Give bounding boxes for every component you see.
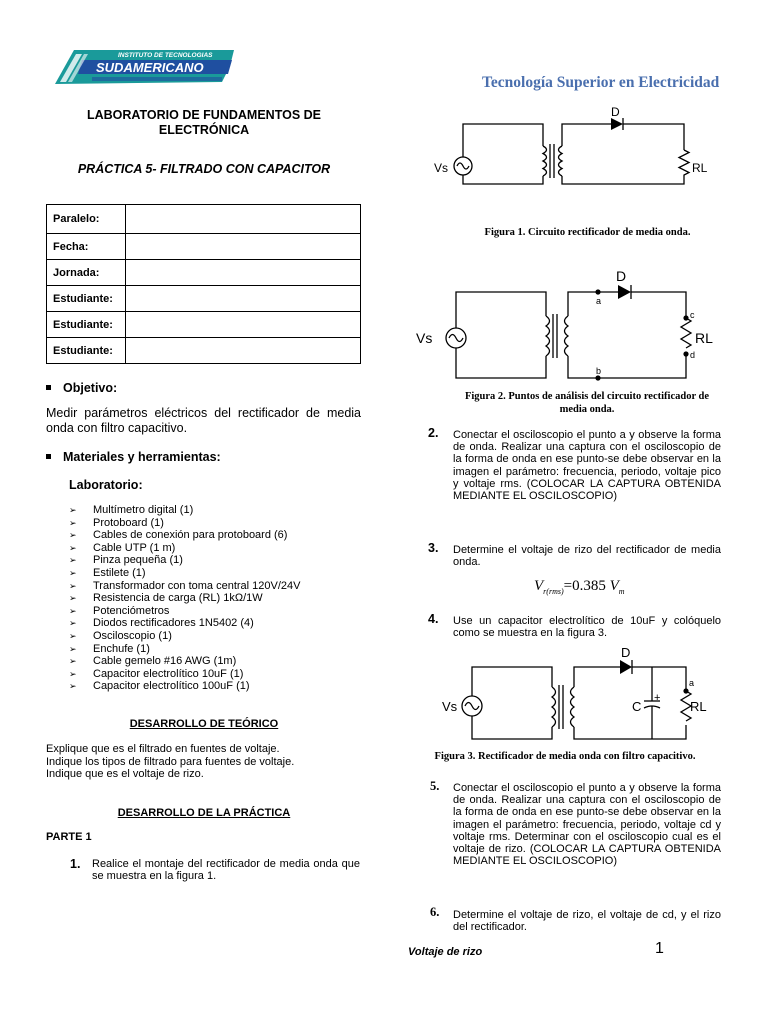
- page-number: 1: [655, 940, 664, 957]
- practice-heading: DESARROLLO DE LA PRÁCTICA: [117, 807, 291, 819]
- figure-3-circuit: [424, 645, 724, 745]
- theory-heading: DESARROLLO DE TEÓRICO: [129, 718, 279, 730]
- list-item: ➢ Cables de conexión para protoboard (6): [69, 529, 359, 542]
- table-row: [47, 312, 361, 338]
- list-item: ➢ Capacitor electrolítico 100uF (1): [69, 680, 359, 693]
- part-heading: PARTE 1: [46, 831, 92, 843]
- step-number: 6.: [430, 905, 440, 919]
- row-value[interactable]: [126, 286, 361, 312]
- list-item: ➢ Osciloscopio (1): [69, 630, 359, 643]
- figure-2-circuit: [414, 266, 714, 384]
- step-text: Conectar el osciloscopio el punto a y observe la forma de onda. Realizar una captura con el osciloscopio de la forma de onda en ese punto-se debe observar en la imagen el parámetro: frecuencia, periodo, voltaje pico y voltaje rms. (COLOCAR LA CAPTURA OBTENIDA MEDIANTE EL OSCILOSCOPIO): [453, 429, 721, 503]
- list-item: ➢ Cable gemelo #16 AWG (1m): [69, 655, 359, 668]
- point-a-label: a: [596, 296, 602, 306]
- list-item: ➢ Estilete (1): [69, 567, 359, 580]
- diode-label: D: [616, 268, 627, 284]
- vs-label: Vs: [416, 330, 433, 346]
- row-label: Paralelo:: [47, 205, 126, 234]
- table-row: [47, 234, 361, 260]
- step-text: Determine el voltaje de rizo, el voltaje de cd, y el rizo del rectificador.: [453, 909, 721, 934]
- row-label: Estudiante:: [47, 286, 126, 312]
- formula-rhs-var: V: [609, 578, 619, 594]
- capacitor-polarity-label: +: [654, 692, 661, 704]
- diode-label: D: [611, 105, 620, 119]
- list-item: ➢ Enchufe (1): [69, 643, 359, 656]
- step-text: Conectar el osciloscopio el punto a y observe la forma de onda. Realizar una captura con el osciloscopio de la forma de onda en ese punto-se debe observar en la imagen el parámetro: frecuencia, periodo, voltaje cd y voltaje rms. Determinar con el osciloscopio cual es el voltaje de rizo. (COLOCAR LA CAPTURA OBTENIDA MEDIANTE EL OSCILOSCOPIO): [453, 782, 721, 868]
- vs-label: Vs: [442, 699, 458, 714]
- step-number: 5.: [430, 779, 440, 793]
- student-info-table: [46, 204, 361, 364]
- list-item: Indique los tipos de filtrado para fuentes de voltaje.: [46, 755, 295, 768]
- list-item: ➢ Resistencia de carga (RL) 1kΩ/1W: [69, 592, 359, 605]
- figure-1-circuit: [428, 104, 718, 194]
- step-text: Realice el montaje del rectificador de media onda que se muestra en la figura 1.: [92, 858, 360, 883]
- institute-logo: [52, 44, 237, 86]
- figure-2-caption: Figura 2. Puntos de análisis del circuito rectificador de media onda.: [464, 391, 710, 415]
- materials-subheading: Laboratorio:: [69, 478, 143, 492]
- list-item: Indique que es el voltaje de rizo.: [46, 768, 204, 781]
- list-item: ➢ Cable UTP (1 m): [69, 542, 359, 555]
- objective-text: Medir parámetros eléctricos del rectificador de media onda con filtro capacitivo.: [46, 406, 361, 435]
- row-label: Estudiante:: [47, 312, 126, 338]
- row-value[interactable]: [126, 234, 361, 260]
- ripple-voltage-label: Voltaje de rizo: [408, 946, 483, 958]
- step-number: 3.: [428, 541, 439, 555]
- row-label: Estudiante:: [47, 338, 126, 364]
- step-number: 1.: [70, 857, 81, 871]
- rl-label: RL: [692, 161, 708, 175]
- figure-1-caption: Figura 1. Circuito rectificador de media onda.: [484, 227, 691, 238]
- table-row: [47, 286, 361, 312]
- point-c-label: c: [690, 310, 695, 320]
- theory-questions: [46, 743, 362, 781]
- row-value[interactable]: [126, 312, 361, 338]
- formula-lhs-sub: r(rms): [543, 587, 564, 596]
- list-item: ➢ Multímetro digital (1): [69, 504, 359, 517]
- logo-line2: SUDAMERICANO: [96, 60, 204, 75]
- table-row: [47, 338, 361, 364]
- formula-rhs-sub: m: [618, 587, 625, 596]
- table-row: [47, 205, 361, 234]
- capacitor-label: C: [632, 699, 642, 714]
- practice-title: PRÁCTICA 5- FILTRADO CON CAPACITOR: [77, 162, 331, 176]
- lab-title: LABORATORIO DE FUNDAMENTOS DE ELECTRÓNICA: [86, 108, 322, 137]
- materials-list: [69, 504, 359, 693]
- diode-label: D: [621, 645, 631, 660]
- objective-heading: Objetivo:: [46, 381, 117, 395]
- row-value[interactable]: [126, 205, 361, 234]
- point-b-label: b: [596, 366, 602, 376]
- step-number: 2.: [428, 426, 439, 440]
- list-item: ➢ Capacitor electrolítico 10uF (1): [69, 668, 359, 681]
- list-item: Explique que es el filtrado en fuentes de voltaje.: [46, 743, 280, 755]
- vs-label: Vs: [434, 161, 449, 175]
- materials-heading: Materiales y herramientas:: [46, 450, 221, 464]
- point-d-label: d: [690, 350, 696, 360]
- list-item: ➢ Potenciómetros: [69, 605, 359, 618]
- formula-rhs: =0.385: [563, 578, 606, 594]
- point-a-label: a: [689, 678, 695, 688]
- row-value[interactable]: [126, 260, 361, 286]
- list-item: ➢ Protoboard (1): [69, 517, 359, 530]
- list-item: ➢ Diodos rectificadores 1N5402 (4): [69, 617, 359, 630]
- list-item: ➢ Pinza pequeña (1): [69, 554, 359, 567]
- row-value[interactable]: [126, 338, 361, 364]
- step-text: Use un capacitor electrolítico de 10uF y colóquelo como se muestra en la figura 3.: [453, 615, 721, 640]
- figure-3-caption: Figura 3. Rectificador de media onda con filtro capacitivo.: [434, 751, 696, 762]
- formula-lhs: V: [534, 578, 544, 594]
- table-row: [47, 260, 361, 286]
- ripple-formula: [534, 578, 625, 596]
- logo-line1: INSTITUTO DE TECNOLOGIAS: [118, 52, 213, 59]
- step-number: 4.: [428, 612, 439, 626]
- list-item: ➢ Transformador con toma central 120V/24V: [69, 580, 359, 593]
- rl-label: RL: [690, 699, 707, 714]
- row-label: Fecha:: [47, 234, 126, 260]
- rl-label: RL: [695, 330, 713, 346]
- header-program-title: Tecnología Superior en Electricidad: [482, 74, 720, 91]
- step-text: Determine el voltaje de rizo del rectificador de media onda.: [453, 544, 721, 569]
- row-label: Jornada:: [47, 260, 126, 286]
